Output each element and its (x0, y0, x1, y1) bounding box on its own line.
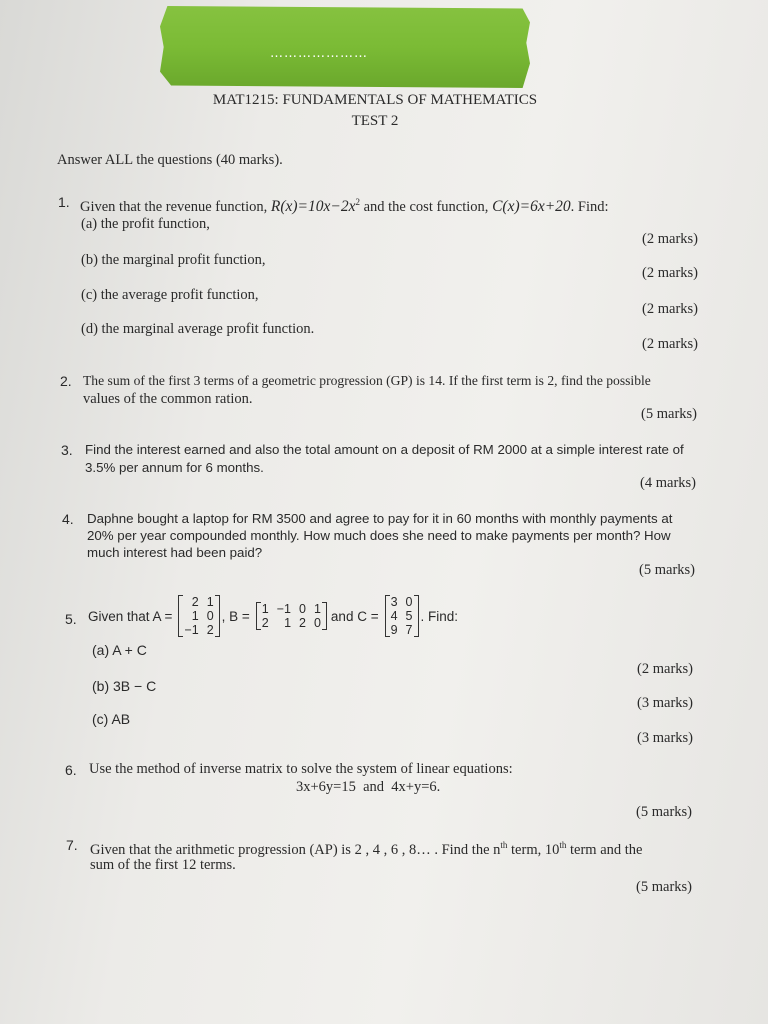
q1-part-b: (b) the marginal profit function, (81, 252, 266, 268)
q1-text-a: Given that the revenue function, (80, 198, 268, 215)
q5-part-c: (c) AB (92, 711, 131, 727)
matrix-a (180, 595, 217, 637)
q3-line-2: 3.5% per annum for 6 months. (85, 460, 264, 475)
q4-line-2: 20% per year compounded monthly. How much does she need to make payments per month? How (87, 528, 671, 543)
q1-text-b: and the cost function, (363, 198, 489, 215)
q2-line-1: The sum of the first 3 terms of a geometric progression (GP) is 14. If the first term is 2, find the possible (83, 373, 651, 388)
matrix-b-cell: 1 (313, 602, 321, 616)
q1-part-d: (d) the marginal average profit function. (81, 321, 315, 337)
q7-sup-1: th (500, 840, 508, 850)
matrix-c-cell: 4 (390, 609, 398, 623)
q6-marks: (5 marks) (636, 804, 692, 820)
matrix-a-cell: 1 (191, 609, 199, 623)
matrix-b-cell: 1 (284, 616, 292, 630)
q1-part-a: (a) the profit function, (81, 216, 210, 232)
matrix-b (258, 602, 325, 630)
q2-line-2: values of the common ration. (83, 391, 253, 407)
matrix-a-cell: 2 (191, 595, 199, 609)
q1-stem (80, 193, 710, 216)
q7-number: 7. (66, 837, 78, 853)
matrix-c-cell: 0 (405, 595, 413, 609)
matrix-c-cell: 7 (405, 623, 413, 637)
q2-number: 2. (60, 373, 72, 389)
matrix-b-cell: 0 (299, 602, 306, 616)
q5-part-b: (b) 3B − C (92, 678, 157, 694)
matrix-a-cell: −1 (184, 623, 199, 637)
matrix-b-cell: 2 (261, 616, 269, 630)
matrix-b-cell: 1 (261, 602, 269, 616)
q5-b-label: , B = (221, 608, 250, 624)
q1-part-c-marks: (2 marks) (642, 301, 698, 317)
matrix-c-cell: 3 (390, 595, 398, 609)
q6-line-1: Use the method of inverse matrix to solve the system of linear equations: (89, 761, 513, 777)
instructions: Answer ALL the questions (40 marks). (57, 152, 283, 168)
q1-revenue-fn: R(x)=10x−2x (270, 197, 356, 215)
q5-part-a-marks: (2 marks) (637, 661, 693, 677)
matrix-c-cell: 9 (390, 623, 398, 637)
q5-stem (88, 593, 458, 639)
q1-text-c: . Find: (570, 198, 609, 215)
q7-line-1b: term, 10 (507, 841, 560, 858)
matrix-a-cell: 0 (206, 609, 214, 623)
matrix-b-cell: 0 (313, 616, 321, 630)
matrix-b-cell: 2 (299, 616, 306, 630)
q6-number: 6. (65, 762, 77, 778)
course-title: MAT1215: FUNDAMENTALS OF MATHEMATICS (212, 92, 538, 108)
q5-part-a: (a) A + C (92, 642, 147, 658)
q5-c-label: and C = (330, 608, 379, 624)
q1-part-b-marks: (2 marks) (642, 265, 698, 281)
q4-number: 4. (62, 511, 74, 527)
q5-number: 5. (65, 611, 77, 627)
q4-marks: (5 marks) (639, 562, 695, 578)
q5-part-b-marks: (3 marks) (637, 695, 693, 711)
matrix-a-cell: 2 (206, 623, 214, 637)
q1-part-d-marks: (2 marks) (642, 336, 698, 352)
q1-number: 1. (58, 194, 70, 210)
q7-sup-2: th (559, 840, 567, 850)
q1-part-a-marks: (2 marks) (642, 231, 698, 247)
q7-line-1c: term and the (566, 841, 643, 858)
q4-line-3: much interest had been paid? (87, 545, 263, 560)
q5-find: . Find: (420, 608, 459, 624)
q3-number: 3. (61, 442, 73, 458)
q1-cost-fn: C(x)=6x+20 (492, 197, 571, 215)
q4-line-1: Daphne bought a laptop for RM 3500 and agree to pay for it in 60 months with monthly payments at (87, 511, 673, 526)
q7-line-1a: Given that the arithmetic progression (AP) is 2 , 4 , 6 , 8… . Find the n (90, 841, 501, 858)
q5-part-c-marks: (3 marks) (637, 730, 693, 746)
q1-part-c: (c) the average profit function, (81, 287, 259, 303)
test-title: TEST 2 (351, 113, 399, 129)
q2-marks: (5 marks) (641, 406, 697, 422)
q7-marks: (5 marks) (636, 879, 692, 895)
q5-given: Given that A = (88, 608, 173, 624)
q7-line-2: sum of the first 12 terms. (90, 857, 236, 873)
matrix-c-cell: 5 (405, 609, 413, 623)
matrix-c (387, 595, 417, 637)
tape-dots: ………………… (270, 46, 368, 61)
q6-equations: 3x+6y=15 and 4x+y=6. (296, 779, 441, 795)
q1-exponent: 2 (355, 197, 360, 207)
matrix-a-cell: 1 (206, 595, 214, 609)
q3-line-1: Find the interest earned and also the total amount on a deposit of RM 2000 at a simple interest rate of (85, 442, 684, 457)
matrix-b-cell: −1 (276, 602, 292, 616)
q3-marks: (4 marks) (640, 475, 696, 491)
